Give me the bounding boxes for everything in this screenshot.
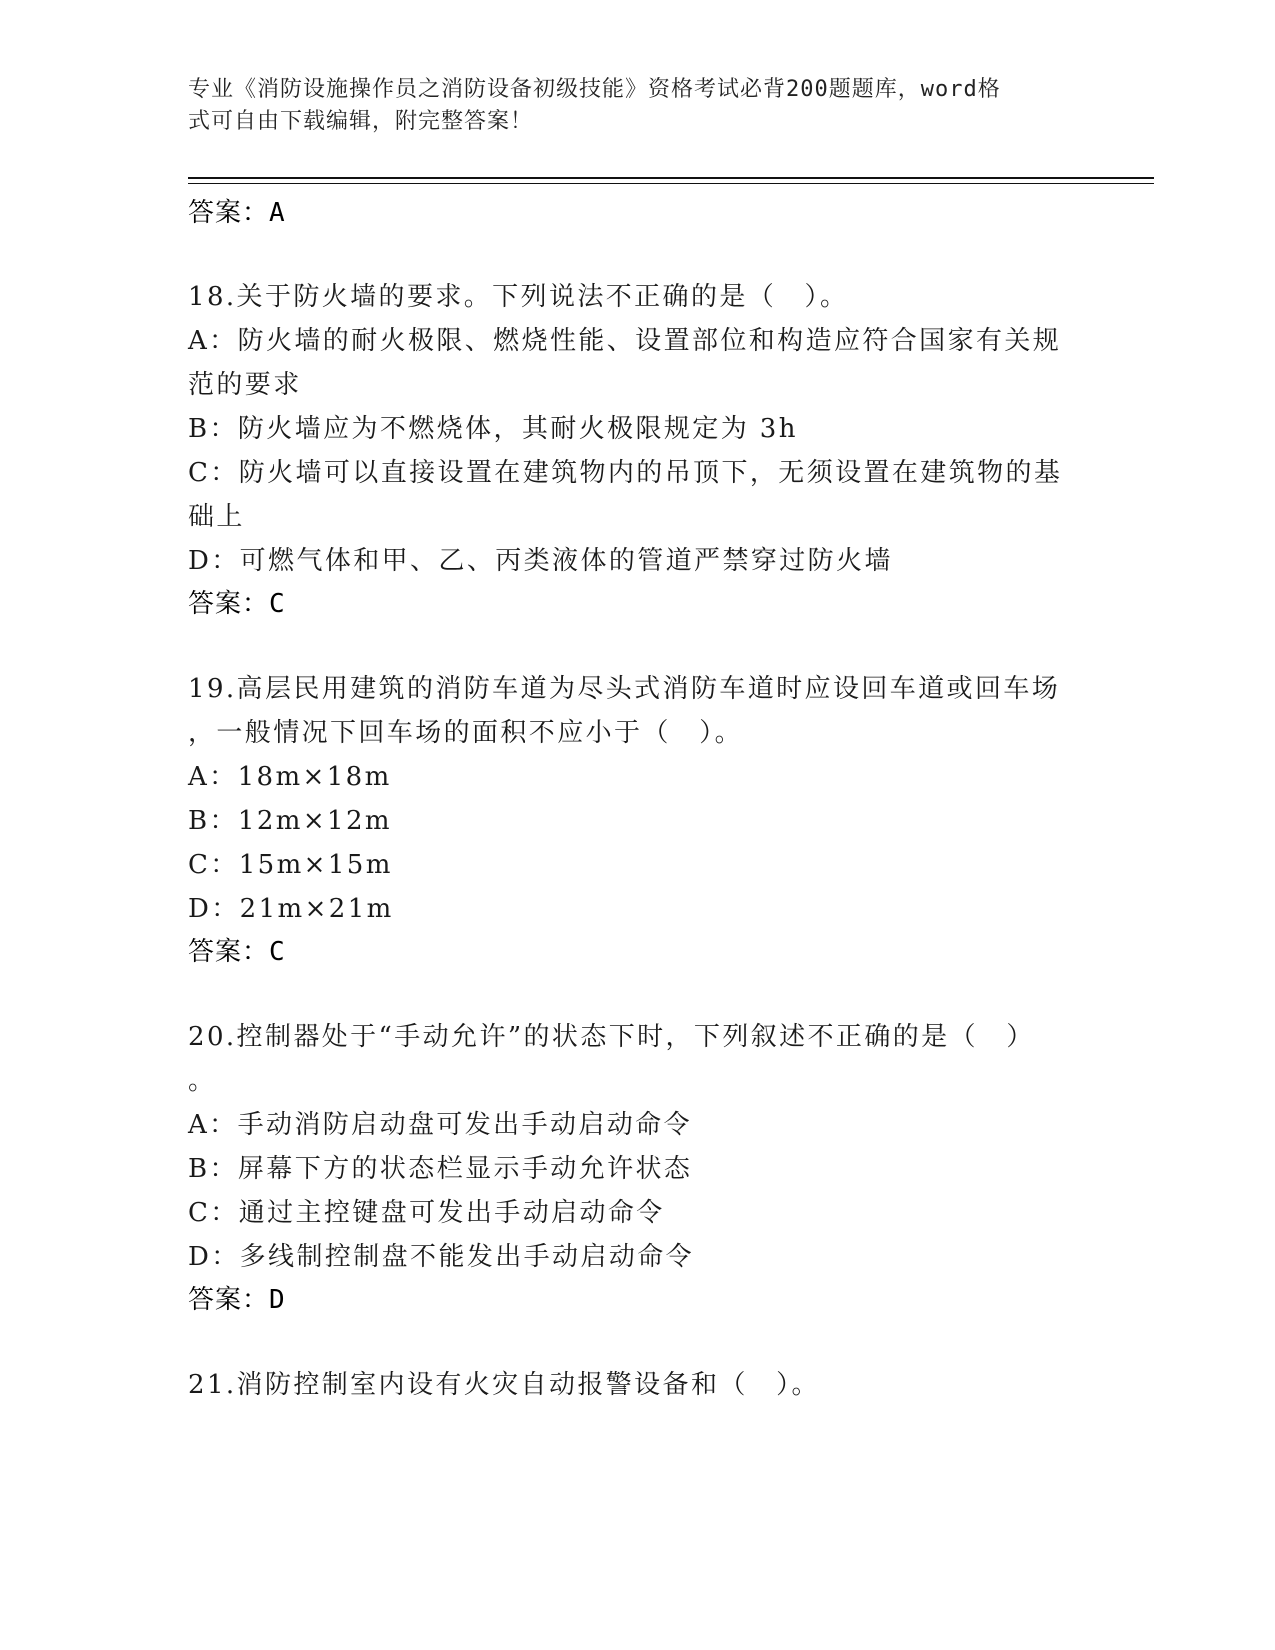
- q20-option-b: B：屏幕下方的状态栏显示手动允许状态: [188, 1154, 693, 1184]
- q18-option-c-cont: 础上: [188, 502, 245, 532]
- q18-answer: [188, 583, 286, 620]
- answer-value: D: [269, 1285, 286, 1315]
- answer-value: C: [269, 937, 286, 967]
- q18-option-c: C：防火墙可以直接设置在建筑物内的吊顶下，无须设置在建筑物的基: [188, 458, 1063, 488]
- answer-label: 答案：: [188, 589, 270, 619]
- question-19-stem-cont: ，一般情况下回车场的面积不应小于（ ）。: [188, 718, 744, 748]
- q18-option-d: D：可燃气体和甲、乙、丙类液体的管道严禁穿过防火墙: [188, 546, 893, 576]
- q18-option-a-cont: 范的要求: [188, 370, 302, 400]
- q19-option-b: B：12m×12m: [188, 806, 392, 836]
- question-20-stem-cont: 。: [188, 1066, 217, 1096]
- q19-answer: [188, 931, 286, 968]
- answer-label: 答案：: [188, 198, 270, 228]
- header-line-2: 式可自由下载编辑，附完整答案！: [188, 109, 534, 134]
- q18-option-b: B：防火墙应为不燃烧体，其耐火极限规定为 3h: [188, 414, 798, 444]
- answer-value: C: [269, 589, 286, 619]
- question-21-stem: 21.消防控制室内设有火灾自动报警设备和（ ）。: [188, 1370, 820, 1400]
- answer-value: A: [269, 198, 286, 228]
- q19-option-c: C：15m×15m: [188, 850, 393, 880]
- q20-option-a: A：手动消防启动盘可发出手动启动命令: [188, 1110, 692, 1140]
- q19-option-a: A：18m×18m: [188, 762, 392, 792]
- q20-option-d: D：多线制控制盘不能发出手动启动命令: [188, 1242, 695, 1272]
- header-rule-thin: [188, 183, 1154, 184]
- answer-prev: [188, 192, 286, 229]
- q19-option-d: D：21m×21m: [188, 894, 394, 924]
- q20-option-c: C：通过主控键盘可发出手动启动命令: [188, 1198, 665, 1228]
- q20-answer: [188, 1279, 286, 1316]
- header-rule-thick: [188, 177, 1154, 179]
- question-18-stem: 18.关于防火墙的要求。下列说法不正确的是（ ）。: [188, 282, 849, 312]
- question-19-stem: 19.高层民用建筑的消防车道为尽头式消防车道时应设回车道或回车场: [188, 674, 1061, 704]
- q18-option-a: A：防火墙的耐火极限、燃烧性能、设置部位和构造应符合国家有关规: [188, 326, 1062, 356]
- page-header: [188, 74, 1068, 138]
- header-line-1: 专业《消防设施操作员之消防设备初级技能》资格考试必背200题题库，word格: [188, 77, 1001, 102]
- answer-label: 答案：: [188, 937, 270, 967]
- answer-label: 答案：: [188, 1285, 270, 1315]
- question-20-stem: 20.控制器处于“手动允许”的状态下时，下列叙述不正确的是（ ）: [188, 1022, 1035, 1052]
